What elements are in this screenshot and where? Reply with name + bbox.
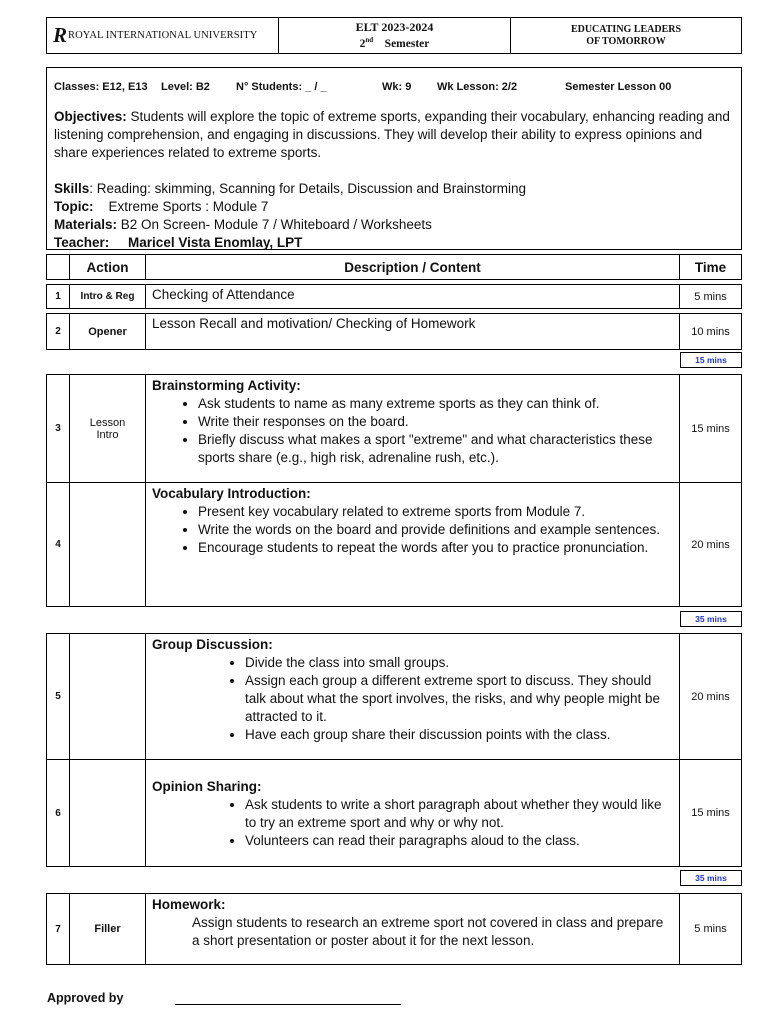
row-number: 5 xyxy=(47,634,70,760)
lesson-info-box xyxy=(46,67,742,250)
row-description xyxy=(146,375,680,483)
list-item: • Briefly discuss what makes a sport "extreme" and what characteristics these sports share (e.g., high risk, adrenaline rush, etc.). xyxy=(198,431,673,467)
row-description: Checking of Attendance xyxy=(146,285,680,309)
row-action xyxy=(70,634,146,760)
semester-label: 2nd Semester xyxy=(359,35,430,50)
activity-title: Vocabulary Introduction: xyxy=(152,486,311,501)
materials: Materials: B2 On Screen- Module 7 / Whiteboard / Worksheets xyxy=(54,217,432,232)
activity-title: Brainstorming Activity: xyxy=(152,378,301,393)
topic: Topic: Extreme Sports : Module 7 xyxy=(54,199,269,214)
activity-steps xyxy=(152,654,673,744)
header-number-cell xyxy=(47,255,70,280)
subtotal-badge: 15 mins xyxy=(680,352,742,368)
activity-title: Group Discussion: xyxy=(152,637,273,652)
row-time: 20 mins xyxy=(680,634,742,760)
list-item: • Encourage students to repeat the words after you to practice pronunciation. xyxy=(198,539,673,557)
row-time: 15 mins xyxy=(680,760,742,867)
document-header xyxy=(46,17,742,54)
motto-cell xyxy=(511,18,741,53)
row-time: 15 mins xyxy=(680,375,742,483)
university-name: ROYAL INTERNATIONAL UNIVERSITY xyxy=(68,30,258,41)
row-description: Lesson Recall and motivation/ Checking of Homework xyxy=(146,314,680,350)
table-row xyxy=(46,284,742,309)
list-item: • Write their responses on the board. xyxy=(198,413,673,431)
row-number: 6 xyxy=(47,760,70,867)
university-cell xyxy=(47,18,279,53)
row-number: 4 xyxy=(47,483,70,607)
row-action: Filler xyxy=(70,894,146,965)
lesson-meta-row xyxy=(54,78,733,96)
students-label: N° Students: _ / _ xyxy=(236,81,327,93)
objectives: Objectives: Students will explore the topic of extreme sports, expanding their vocabulary, enhancing reading and listening comprehension, and engaging in discussions. They will develop their ability to express opinions and share experiences related to extreme sports. xyxy=(54,109,730,160)
teacher: Teacher: Maricel Vista Enomlay, LPT xyxy=(54,235,303,250)
week-label: Wk: 9 xyxy=(382,81,412,93)
table-row xyxy=(46,313,742,350)
row-number: 3 xyxy=(47,375,70,483)
lesson-intro-table xyxy=(46,374,742,607)
list-item: • Write the words on the board and provide definitions and example sentences. xyxy=(198,521,673,539)
row-description xyxy=(146,894,680,965)
skills: Skills: Reading: skimming, Scanning for Details, Discussion and Brainstorming xyxy=(54,181,526,196)
list-item: • Divide the class into small groups. xyxy=(245,654,673,672)
row-time: 10 mins xyxy=(680,314,742,350)
activity-title: Opinion Sharing: xyxy=(152,779,262,794)
activity-steps xyxy=(152,796,673,850)
row-number: 7 xyxy=(47,894,70,965)
row-number: 2 xyxy=(47,314,70,350)
signature-line xyxy=(175,1004,401,1005)
list-item: • Present key vocabulary related to extreme sports from Module 7. xyxy=(198,503,673,521)
university-logo: R xyxy=(53,23,68,47)
table-header xyxy=(46,254,742,280)
row-time: 5 mins xyxy=(680,894,742,965)
homework-text: Assign students to research an extreme sport not covered in class and prepare a short presentation or poster about it for the next lesson. xyxy=(192,915,664,948)
row-action: Opener xyxy=(70,314,146,350)
row-time: 5 mins xyxy=(680,285,742,309)
activity-steps xyxy=(152,503,673,557)
row-number: 1 xyxy=(47,285,70,309)
row-action xyxy=(70,483,146,607)
list-item: • Ask students to write a short paragraph about whether they would like to try an extreme sport and why or why not. xyxy=(245,796,673,832)
list-item: • Have each group share their discussion points with the class. xyxy=(245,726,673,744)
week-lesson-label: Wk Lesson: 2/2 xyxy=(437,81,518,93)
activity-steps xyxy=(152,395,673,467)
course-cell xyxy=(279,18,511,53)
classes-label: Classes: E12, E13 xyxy=(54,81,148,93)
row-action: Lesson Intro xyxy=(70,375,146,483)
list-item: • Ask students to name as many extreme sports as they can think of. xyxy=(198,395,673,413)
list-item: • Assign each group a different extreme sport to discuss. They should talk about what the sport involves, the risks, and why people might be attracted to it. xyxy=(245,672,673,726)
table-row xyxy=(46,893,742,965)
row-time: 20 mins xyxy=(680,483,742,607)
header-description: Description / Content xyxy=(146,255,680,280)
course-title: ELT 2023-2024 xyxy=(355,19,434,34)
motto-line-2: OF TOMORROW xyxy=(586,35,666,47)
header-time: Time xyxy=(680,255,742,280)
list-item: • Volunteers can read their paragraphs aloud to the class. xyxy=(245,832,673,850)
row-action: Intro & Reg xyxy=(70,285,146,309)
subtotal-badge: 35 mins xyxy=(680,611,742,627)
subtotal-badge: 35 mins xyxy=(680,870,742,886)
approved-by-label: Approved by xyxy=(47,991,124,1005)
discussion-table xyxy=(46,633,742,867)
motto-line-1: EDUCATING LEADERS xyxy=(570,23,682,35)
level-label: Level: B2 xyxy=(161,81,210,93)
activity-title: Homework: xyxy=(152,897,226,912)
row-description xyxy=(146,634,680,760)
row-description xyxy=(146,483,680,607)
row-action xyxy=(70,760,146,867)
header-action: Action xyxy=(70,255,146,280)
semester-lesson-label: Semester Lesson 00 xyxy=(565,81,672,93)
row-description xyxy=(146,760,680,867)
